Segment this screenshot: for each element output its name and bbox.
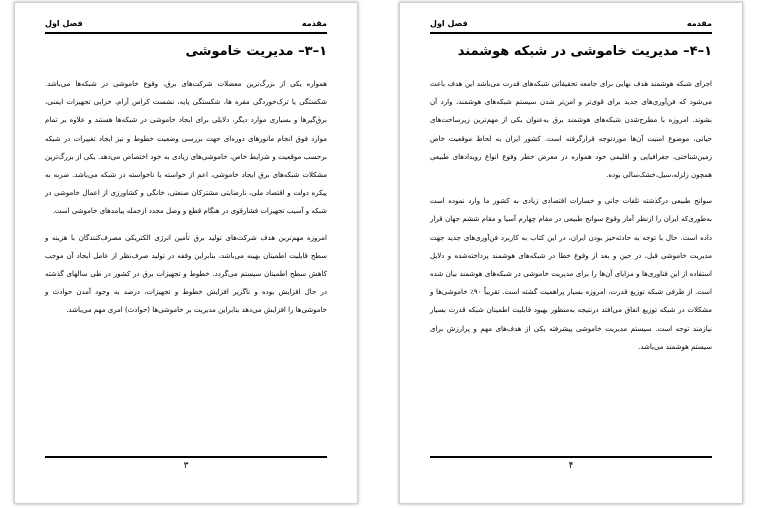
header-section: مقدمه [301, 19, 327, 28]
header-divider [430, 32, 712, 34]
section-title: ۱–۴– مدیریت خاموشی در شبکه هوشمند [457, 44, 712, 59]
book-page-4 [399, 2, 743, 504]
paragraph: سوانح طبیعی درگذشته تلفات جانی و خسارات اقتصادی زیادی به کشور ما وارد نموده است به‌طوری‌که ایران را ازنظر آمار وقوع سوانح طبیعی در مقام چهارم آسیا و مقام ششم جهان قرار داده است. حال با توجه به حادثه‌خیز بودن ایران، در این کتاب به کاربرد فن‌آوری‌های جدید جهت مدیریت خاموشی قبل، در حین و بعد از وقوع خطا در شبکه‌های هوشمند پرداخته‌شده و دلایل استفاده از این فناوری‌ها و مزایای آن‌ها را برای مدیریت خاموشی در شبکه‌های هوشمند بیان شده است. از طرفی شبکه توزیع قدرت، امروزه بسیار پراهمیت گشته است. تقریباً ۹۰٪ خاموشی‌ها و مشکلات در شبکه توزیع اتفاق می‌افتد درنتیجه به‌منظور بهبود قابلیت اطمینان شبکه قدرت بسیار نیازمند توجه است. سیستم مدیریت خاموشی پیشرفته یکی از هدف‌های مهم و پرارزش برای سیستم هوشمند می‌باشد. [430, 197, 712, 351]
body-text [45, 75, 327, 328]
header-section: مقدمه [686, 19, 712, 28]
footer-divider [430, 456, 712, 458]
book-page-3 [14, 2, 358, 504]
section-title: ۱–۳– مدیریت خاموشی [185, 44, 327, 59]
paragraph: همواره یکی از بزرگ‌ترین معضلات شرکت‌های برق، وقوع خاموشی در شبکه‌ها می‌باشد. شکستگی یا ترک‌خوردگی مقره ها، شکستگی پایه، نشست کراس آرام، خرابی تجهیزات ایمنی، برق‌گیرها و بسیاری موارد دیگر، دلایلی برای ایجاد خاموشی در شبکه‌ها هستند و علاوه بر تمام موارد فوق انجام مانورهای دوره‌ای جهت بررسی وضعیت خطوط و نیز ایجاد تغییرات در شبکه برحسب موقعیت و شرایط خاص، خاموشی‌های زیادی به خود اختصاص می‌دهد. یکی از بزرگ‌ترین مشکلات شبکه‌های برق ایجاد خاموشی، اعم از خواسته یا ناخواسته در شبکه می‌باشد. ضربه به پیکره دولت و اقتصاد ملی، نارضایتی مشترکان صنعتی، خانگی و کشاورزی از اعمال خاموشی در شبکه و آسیب تجهیزات فشارقوی در هنگام قطع و وصل مجدد ازجمله پیامدهای خاموشی است. [45, 80, 327, 216]
running-header [430, 15, 712, 31]
paragraph: امروزه مهم‌ترین هدف شرکت‌های تولید برق تأمین انرژی الکتریکی مصرف‌کنندگان با هزینه و سطح قابلیت اطمینان بهینه می‌باشد، بنابراین وقفه در تولید صرف‌نظر از عامل ایجاد آن موجب کاهش سطح اطمینان سیستم می‌گردد. خطوط و تجهیزات برق در کشور در طی سالهای گذشته در حال افزایش بوده و ناگزیر افزایش خطوط و تجهیزات، درصد به وجود آمدن حوادث و خاموشی‌ها را افزایش می‌دهد بنابراین مدیریت بر خاموشی‌ها (حوادث) امری مهم می‌باشد. [45, 233, 327, 315]
header-chapter: فصل اول [430, 19, 468, 28]
paragraph: اجرای شبکه هوشمند هدف نهایی برای جامعه تحقیقاتی شبکه‌های قدرت می‌باشد این هدف باعث می‌شود که فن‌آوری‌های جدید برای قوی‌تر و امن‌تر شدن سیستم شبکه‌های هوشمند، وارد آن بشوند. امروزه با مطرح‌شدن شبکه‌های هوشمند برق به‌عنوان یکی از مهم‌ترین زیرساخت‌های حیاتی، موضوع امنیت آن‌ها موردتوجه قرارگرفته است. کشور ایران به لحاظ موقعیت خاص زمین‌شناختی، جغرافیایی و اقلیمی خود همواره در معرض خطر وقوع انواع رویدادهای طبیعی همچون زلزله،سیل،خشک‌سالی بوده. [430, 80, 712, 180]
page-number: ۴ [568, 461, 574, 471]
page-number: ۳ [183, 461, 189, 471]
header-chapter: فصل اول [45, 19, 83, 28]
header-divider [45, 32, 327, 34]
running-header [45, 15, 327, 31]
body-text [430, 75, 712, 364]
footer-divider [45, 456, 327, 458]
